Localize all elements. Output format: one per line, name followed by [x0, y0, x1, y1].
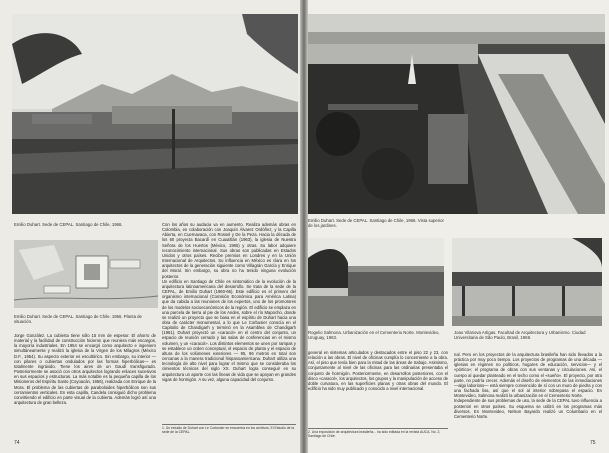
right-caption-3: Joao Vilanova Artigas. Facultad de Arquitectura y Urbanismo. Ciudad Universitaria de São Paulo, Brasil, 1969. — [454, 330, 586, 341]
right-text-column-2 — [454, 352, 602, 440]
right-column-1-text: general en sistemas articulados y destacados entre el piso 22 y 23, con relación a las obras. El nivel de oficinas cumplía lo concerniente a la obra. Así, el piso que tenía bien para la mitad de las áreas de trabajo. Asimismo, conjuntamente al nivel de las oficinas para las ordinarias presentaba el conjunto de hormigón. Posteriormente, en desarrollos posteriores, con el disco «caracol», los arquitectos, los grupos y la manipulación de acceso de doble curvatura, en las superficies planas y otras obras del mundo. El edificio ha sido muy publicado y conocido a nivel internacional. — [308, 350, 448, 392]
right-footnote: 2. Una exposición de arquitectura brasileña... ha sido editada en la revista AUCA, No. 2, Santiago de Chile. — [308, 428, 448, 438]
left-text-column-1 — [14, 333, 156, 443]
right-caption-2: Rogelio Salmona. Urbanización en el Cementerio Norte. Montevideo, Uruguay, 1963. — [308, 330, 440, 341]
right-page — [306, 0, 609, 453]
left-column-1-text: Jorge González. La cubierta tiene sólo 15 mm de espesor. El ahorro de material y la facilidad de construcción hicieron que reuniera más encargos, la mayoría industriales. En 1954 se encargó como arquitecto e ingeniero simultáneamente y realizó la iglesia de la Virgen de los Milagros (México D.F., 1954). Su aspecto exterior es escultórico. Sin embargo, su interior —con pilares o cubiertas ondulados por las formas hiperbólicas— es totalmente ingrávido. Tiene los aires de un Gaudí transfigurado. Posteriormente se asoció con otros arquitectos logrando enlaces sucesivos en sus espacios y estructuras. La más notable es la pequeña capilla de los Misioneros del Espíritu Santo (Coyoacán, 1956), realizada con Enrique de la Mora. El problema de las cubiertas de paraboloides hiperbólicos son sus cerramientos verticales. En esta capilla, Candela consiguió dicho problema convirtiendo el edificio en parte visual de la cubierta. Además logró así una arquitectura de gran belleza. — [14, 333, 156, 406]
left-caption-2: Emilio Duhart. Sede de CEPAL. Santiago de Chile. 1966. Planta de situación. — [14, 314, 142, 325]
left-page-number: 74 — [14, 440, 20, 446]
cemetery-photo — [308, 238, 444, 326]
right-column-2-text: nal. Pero en los proyectos de la arquitectura brasileña han sido llevados a la práctica por muy poco tiempo. Los proyectos de programas de una década —iglesias en régimen no políticos, hogares de educación, servicios— y el «pórtico»; el programa de obras con sus ventanas y circulaciones. Así, el cuerpo al quedar planteado en el techo como el «sueño». El proyecto, por otra parte, no podría crecer. Además el diseño de elementos de las inmediaciones —algo laborioso— está siempre convencido de sí con un muro de piedra y con una fachada lisa, así que el sol al interior sobrepasa el espacio. En Montevideo, Salmona realizó la urbanización en el Cementerio Norte. Independiente de sus problemas de uso, la sede de la CEPAL tuvo influencia a posteriori en otros países. Su esquema se utilizó en los programas más diversos. En Montevideo, Nelson Bayardo realizó un Columbario en el Cementerio Norte. — [454, 352, 602, 419]
cepal-courtyard-photo — [308, 14, 605, 214]
fau-usp-photo — [452, 238, 602, 326]
left-page — [0, 0, 302, 453]
cepal-exterior-photo — [12, 14, 298, 214]
left-column-2-text: Con los años su audacia va en aumento. Realiza además obras en Colombia, en colaboración con Joaquín Álvarez Ordóñez, y la Capilla Abierta, en Cuernavaca, con Rossel y De la Peza. Hacia la década de los 60 proyecta Bacardí en Cuautitlán (1963), la iglesia de Nuestra Señora de los Huertos (México, 1965) y otras. Su labor adquiere reconocimiento internacional. Sus obras son publicadas en Estados Unidos y otros países. Recibe premios en Londres y en la Unión Internacional de Arquitectos. Su influencia en México es clara en los arquitectos de la generación siguiente como Villagrán García y Enrique del Moral. Sin embargo, su obra no ha tenido ninguna evolución posterior. Un edificio en Santiago de Chile es sintomático de la evolución de la arquitectura latinoamericana del desarrollo. Se trata de la sede de la CEPAL, de Emilio Duhart (1960-66). Este edificio es el primero del organismo internacional (Comisión Económica para América Latina) que da cabida a las reuniones de los expertos, uno de los promotores de los modelos socioeconómicos de la región. El edificio se emplaza en una parcela de tierra al pie de los Andes, sobre el río Mapocho, donde se realizó un proyecto que se basa en el espíritu de Duhart hacia una obra de carácter monumental, a lo que Le Corbusier conocía en el Capitolio de Chandigarh y terminó en la Asamblea de Chandigarh (1961). Duhart proyectó un «caracol» en el centro del conjunto, un espacio de reunión cerrado y las salas de conferencias en el mismo volumen, y un «caracol». Los distintos elementos se unen por rampas y se establece un orden conceptual, el espacio de planta y el espacio de altura de los volúmenes exteriores — 95, 96 metros en total son cercanas a la manera tradicional hispanoamericana. Duhart utiliza una tecnología de alto nivel para lograr el mismo que se consideraba los cimientos técnicos del siglo XX. Duhart logra conseguir en su arquitectura un aporte con las líneas de vida que se apoyan en grandes vigas de hormigón. A su vez, alguna capacidad del conjunto. — [162, 222, 296, 382]
right-text-column-1 — [308, 350, 448, 426]
right-page-number: 75 — [590, 440, 596, 446]
right-caption-1: Emilio Duhart. Sede de CEPAL. Santiago de Chile, 1966. Vista superior de los jardines. — [308, 218, 444, 229]
cepal-site-plan — [14, 240, 158, 308]
left-footnote: 1. Un estudio de Duhart con Le Corbusier se encuentra en los archivos. El Estudio de la sede de la CEPAL. — [162, 426, 295, 435]
book-gutter — [300, 0, 308, 453]
left-caption-1: Emilio Duhart. Sede de CEPAL. Santiago de Chile, 1966. — [14, 222, 123, 227]
left-text-column-2 — [162, 222, 296, 422]
